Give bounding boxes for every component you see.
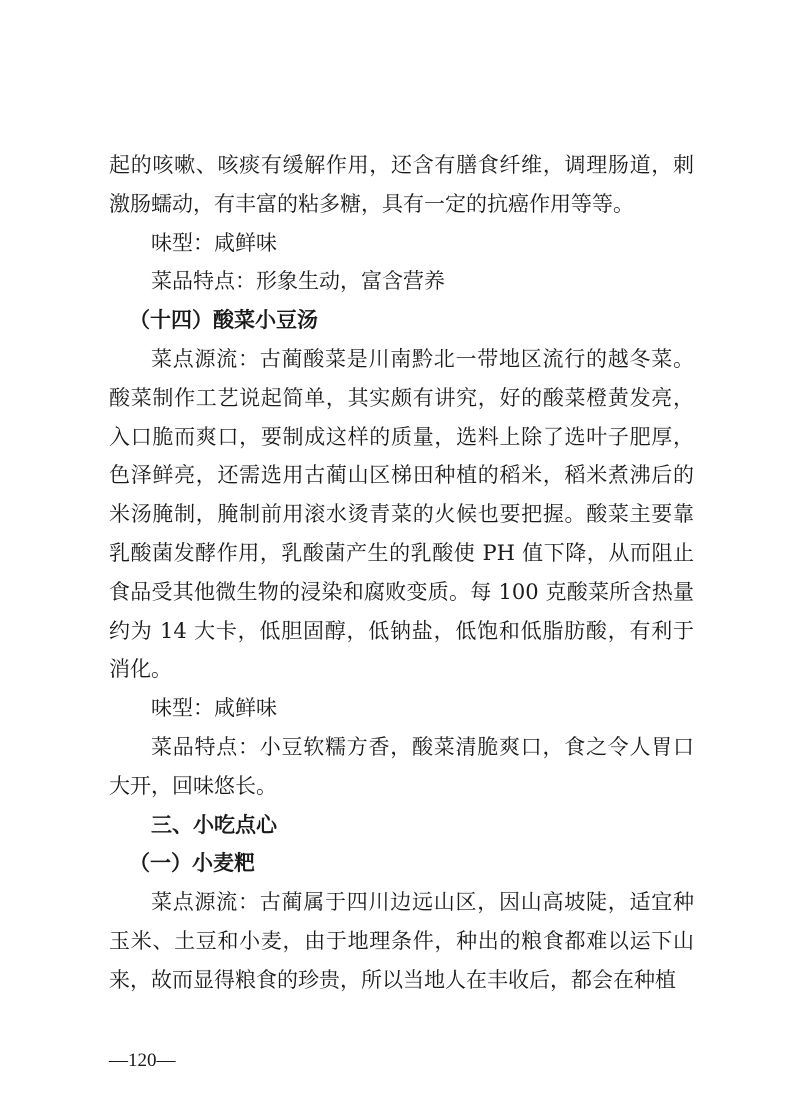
dish-features-line: 菜品特点：形象生动，富含营养	[151, 269, 445, 294]
section-heading-sauerkraut-bean-soup: （十四）酸菜小豆汤	[129, 308, 318, 333]
flavor-type-line: 味型：咸鲜味	[151, 230, 277, 255]
dish-features-paragraph: 菜品特点：小豆软糯方香，酸菜清脆爽口，食之令人胃口大开，回味悠长。	[109, 734, 694, 798]
chapter-heading-snacks: 三、小吃点心	[151, 812, 277, 837]
page-number: —120—	[109, 1050, 176, 1071]
paragraph-continued: 起的咳嗽、咳痰有缓解作用，还含有膳食纤维，调理肠道，刺激肠蠕动，有丰富的粘多糖，具有一定的抗癌作用等等。	[109, 153, 694, 216]
dish-origin-paragraph: 菜点源流：古蔺属于四川边远山区，因山高坡陡，适宜种玉米、土豆和小麦，由于地理条件，种出的粮食都难以运下山来，故而显得粮食的珍贵，所以当地人在丰收后，都会在种植	[109, 890, 694, 992]
flavor-type-line: 味型：咸鲜味	[151, 696, 277, 721]
section-heading-wheat-cake: （一）小麦粑	[129, 851, 255, 876]
page-body	[109, 146, 694, 1000]
dish-origin-paragraph: 菜点源流：古蔺酸菜是川南黔北一带地区流行的越冬菜。酸菜制作工艺说起简单，其实颇有讲究，好的酸菜橙黄发亮，入口脆而爽口，要制成这样的质量，选料上除了选叶子肥厚，色泽鲜亮，还需选用古蔺山区梯田种植的稻米，稻米煮沸后的米汤腌制，腌制前用滚水烫青菜的火候也要把握。酸菜主要靠乳酸菌发酵作用，乳酸菌产生的乳酸使 PH 值下降，从而阻止食品受其他微生物的浸染和腐败变质。每 100 克酸菜所含热量约为 14 大卡，低胆固醇，低钠盐，低饱和低脂肪酸，有利于消化。	[109, 346, 694, 682]
